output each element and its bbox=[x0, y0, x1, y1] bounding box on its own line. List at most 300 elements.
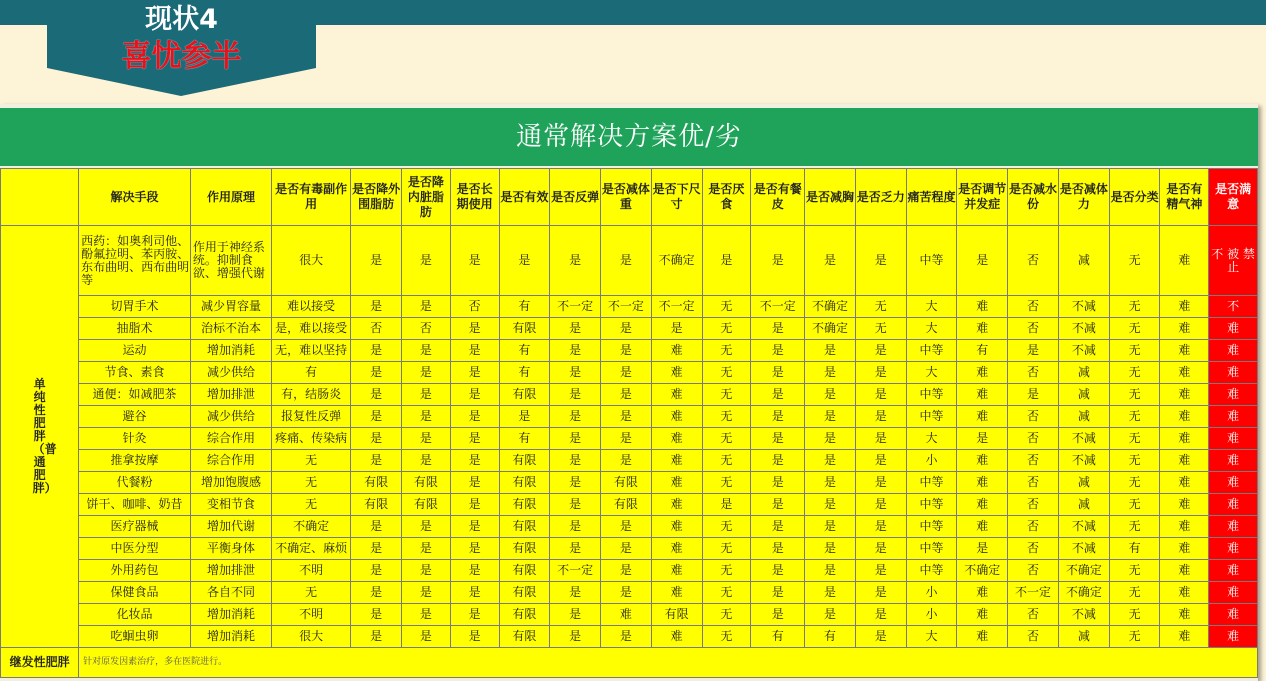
table-cell: 有，结肠炎 bbox=[272, 384, 351, 406]
table-cell: 小 bbox=[906, 450, 957, 472]
table-cell: 是 bbox=[402, 226, 451, 296]
table-cell: 不一定 bbox=[601, 296, 652, 318]
table-cell: 是 bbox=[601, 362, 652, 384]
table-cell: 否 bbox=[1008, 406, 1059, 428]
table-cell: 代餐粉 bbox=[79, 472, 191, 494]
table-cell: 针灸 bbox=[79, 428, 191, 450]
table-cell: 小 bbox=[906, 582, 957, 604]
table-cell: 无 bbox=[1109, 428, 1160, 450]
table-cell: 难 bbox=[651, 340, 702, 362]
table-cell: 不减 bbox=[1058, 538, 1109, 560]
column-header: 是否厌食 bbox=[702, 169, 751, 226]
table-cell: 无 bbox=[1109, 318, 1160, 340]
table-cell: 有 bbox=[957, 340, 1008, 362]
table-cell: 增加消耗 bbox=[190, 340, 271, 362]
table-cell: 是 bbox=[751, 582, 805, 604]
table-cell: 无 bbox=[702, 428, 751, 450]
table-cell: 是 bbox=[601, 226, 652, 296]
table-cell: 是 bbox=[351, 516, 402, 538]
table-cell: 是 bbox=[550, 318, 601, 340]
table-cell: 难 bbox=[957, 604, 1008, 626]
table-cell: 难 bbox=[651, 516, 702, 538]
table-cell: 减 bbox=[1058, 384, 1109, 406]
table-cell: 是 bbox=[550, 516, 601, 538]
table-cell: 有 bbox=[499, 296, 550, 318]
table-cell: 有 bbox=[499, 362, 550, 384]
column-header: 是否分类 bbox=[1109, 169, 1160, 226]
table-cell: 有 bbox=[499, 340, 550, 362]
table-cell: 大 bbox=[906, 362, 957, 384]
table-cell: 是 bbox=[402, 340, 451, 362]
table-cell: 难 bbox=[1209, 516, 1258, 538]
table-cell: 是 bbox=[855, 472, 906, 494]
table-cell: 是 bbox=[805, 582, 856, 604]
table-cell: 是 bbox=[1008, 384, 1059, 406]
column-header: 是否下尺寸 bbox=[651, 169, 702, 226]
table-cell: 是 bbox=[855, 582, 906, 604]
table-cell: 难 bbox=[651, 428, 702, 450]
table-cell: 很大 bbox=[272, 226, 351, 296]
column-header: 是否乏力 bbox=[855, 169, 906, 226]
table-cell: 否 bbox=[351, 318, 402, 340]
table-cell: 难 bbox=[1209, 604, 1258, 626]
table-cell: 增加饱腹感 bbox=[190, 472, 271, 494]
table-cell: 中等 bbox=[906, 226, 957, 296]
column-header: 是否有精气神 bbox=[1160, 169, 1209, 226]
table-row bbox=[1, 384, 1258, 406]
table-cell: 难 bbox=[601, 604, 652, 626]
table-cell: 无 bbox=[272, 582, 351, 604]
table-cell: 是 bbox=[351, 226, 402, 296]
table-cell: 是 bbox=[450, 340, 499, 362]
table-cell: 是 bbox=[351, 582, 402, 604]
table-cell: 作用于神经系统。抑制食欲、增强代谢 bbox=[190, 226, 271, 296]
table-cell: 是 bbox=[702, 226, 751, 296]
table-cell: 是 bbox=[805, 340, 856, 362]
table-cell: 是 bbox=[402, 516, 451, 538]
table-cell: 否 bbox=[450, 296, 499, 318]
table-cell: 难以接受 bbox=[272, 296, 351, 318]
table-cell: 是 bbox=[351, 296, 402, 318]
secondary-obesity-row bbox=[1, 648, 1258, 678]
category-secondary-obesity: 继发性肥胖 bbox=[1, 648, 79, 678]
table-cell: 无 bbox=[1109, 406, 1160, 428]
table-cell: 难 bbox=[1160, 296, 1209, 318]
table-cell: 无 bbox=[1109, 582, 1160, 604]
column-header: 痛苦程度 bbox=[906, 169, 957, 226]
table-cell: 饼干、咖啡、奶昔 bbox=[79, 494, 191, 516]
table-cell: 大 bbox=[906, 296, 957, 318]
table-cell: 是 bbox=[550, 384, 601, 406]
table-cell: 是 bbox=[601, 384, 652, 406]
table-cell: 是 bbox=[402, 538, 451, 560]
table-cell: 报复性反弹 bbox=[272, 406, 351, 428]
column-header: 是否长期使用 bbox=[450, 169, 499, 226]
table-cell: 难 bbox=[1209, 362, 1258, 384]
table-cell: 无 bbox=[1109, 472, 1160, 494]
table-cell: 难 bbox=[1160, 538, 1209, 560]
table-cell: 是 bbox=[550, 604, 601, 626]
table-cell: 无 bbox=[1109, 226, 1160, 296]
table-cell: 外用药包 bbox=[79, 560, 191, 582]
table-cell: 无 bbox=[272, 472, 351, 494]
table-cell: 是 bbox=[351, 340, 402, 362]
table-row bbox=[1, 226, 1258, 296]
table-cell: 有限 bbox=[351, 472, 402, 494]
table-cell: 是 bbox=[855, 494, 906, 516]
table-cell: 化妆品 bbox=[79, 604, 191, 626]
table-cell: 通便：如减肥茶 bbox=[79, 384, 191, 406]
table-cell: 难 bbox=[1160, 560, 1209, 582]
table-cell: 无 bbox=[1109, 494, 1160, 516]
column-header: 是否调节并发症 bbox=[957, 169, 1008, 226]
table-cell: 难 bbox=[1160, 384, 1209, 406]
table-cell: 无 bbox=[1109, 604, 1160, 626]
table-cell: 难 bbox=[651, 406, 702, 428]
table-cell: 无 bbox=[702, 604, 751, 626]
table-cell: 是 bbox=[550, 428, 601, 450]
table-cell: 是 bbox=[751, 516, 805, 538]
table-cell: 不一定 bbox=[550, 560, 601, 582]
table-cell: 是 bbox=[601, 450, 652, 472]
column-header: 是否有毒副作用 bbox=[272, 169, 351, 226]
table-cell: 是 bbox=[855, 560, 906, 582]
table-cell: 有限 bbox=[601, 472, 652, 494]
table-cell: 是 bbox=[351, 560, 402, 582]
table-cell: 各自不同 bbox=[190, 582, 271, 604]
table-cell: 是 bbox=[402, 582, 451, 604]
table-cell: 无 bbox=[1109, 296, 1160, 318]
table-cell: 是 bbox=[601, 340, 652, 362]
table-cell: 是 bbox=[402, 626, 451, 648]
table-cell: 是 bbox=[550, 472, 601, 494]
table-cell: 是 bbox=[805, 604, 856, 626]
table-cell: 无 bbox=[272, 494, 351, 516]
table-cell: 无 bbox=[702, 582, 751, 604]
table-cell: 无 bbox=[702, 516, 751, 538]
table-cell: 是 bbox=[751, 450, 805, 472]
table-cell: 是 bbox=[450, 384, 499, 406]
table-cell: 是 bbox=[550, 538, 601, 560]
table-row bbox=[1, 340, 1258, 362]
table-cell: 有限 bbox=[499, 384, 550, 406]
table-cell: 小 bbox=[906, 604, 957, 626]
table-cell: 否 bbox=[1008, 428, 1059, 450]
table-cell: 运动 bbox=[79, 340, 191, 362]
table-cell: 不确定、麻烦 bbox=[272, 538, 351, 560]
table-cell: 是 bbox=[751, 604, 805, 626]
table-cell: 难 bbox=[957, 318, 1008, 340]
table-cell: 难 bbox=[651, 472, 702, 494]
table-cell: 中等 bbox=[906, 560, 957, 582]
table-cell: 是 bbox=[855, 428, 906, 450]
table-cell: 难 bbox=[1160, 516, 1209, 538]
table-cell: 是 bbox=[450, 516, 499, 538]
table-cell: 综合作用 bbox=[190, 450, 271, 472]
table-cell: 医疗器械 bbox=[79, 516, 191, 538]
table-cell: 难 bbox=[651, 494, 702, 516]
table-cell: 是 bbox=[450, 604, 499, 626]
table-cell: 节食、素食 bbox=[79, 362, 191, 384]
column-header: 是否反弹 bbox=[550, 169, 601, 226]
table-cell: 是 bbox=[751, 318, 805, 340]
table-cell: 是 bbox=[751, 226, 805, 296]
table-cell: 不确定 bbox=[805, 318, 856, 340]
table-cell: 是 bbox=[402, 406, 451, 428]
table-row bbox=[1, 296, 1258, 318]
table-cell: 增加消耗 bbox=[190, 604, 271, 626]
table-cell: 无 bbox=[702, 560, 751, 582]
table-cell: 是 bbox=[805, 494, 856, 516]
table-cell: 无 bbox=[1109, 450, 1160, 472]
table-cell: 是 bbox=[351, 428, 402, 450]
table-cell: 难 bbox=[1160, 318, 1209, 340]
table-cell: 是 bbox=[805, 362, 856, 384]
table-cell: 有限 bbox=[499, 494, 550, 516]
column-header: 是否有餐皮 bbox=[751, 169, 805, 226]
table-cell: 无 bbox=[702, 384, 751, 406]
table-row bbox=[1, 604, 1258, 626]
table-cell: 是 bbox=[450, 560, 499, 582]
table-cell: 难 bbox=[1209, 318, 1258, 340]
table-cell: 是 bbox=[855, 384, 906, 406]
table-cell: 不减 bbox=[1058, 604, 1109, 626]
table-cell: 无 bbox=[702, 450, 751, 472]
table-cell: 难 bbox=[651, 362, 702, 384]
table-cell: 是 bbox=[450, 538, 499, 560]
table-cell: 难 bbox=[1160, 226, 1209, 296]
table-row bbox=[1, 516, 1258, 538]
table-cell: 不明 bbox=[272, 560, 351, 582]
table-cell: 是 bbox=[402, 604, 451, 626]
column-header: 是否降外围脂肪 bbox=[351, 169, 402, 226]
table-cell: 是 bbox=[751, 428, 805, 450]
table-cell: 难 bbox=[957, 406, 1008, 428]
table-cell: 是 bbox=[751, 362, 805, 384]
table-cell: 治标不治本 bbox=[190, 318, 271, 340]
table-cell: 是 bbox=[855, 226, 906, 296]
table-cell: 无 bbox=[1109, 626, 1160, 648]
table-cell: 难 bbox=[957, 384, 1008, 406]
table-cell: 是 bbox=[751, 560, 805, 582]
table-cell: 否 bbox=[1008, 472, 1059, 494]
table-cell: 吃蛔虫卵 bbox=[79, 626, 191, 648]
table-row bbox=[1, 362, 1258, 384]
table-cell: 难 bbox=[1209, 494, 1258, 516]
table-cell: 无 bbox=[702, 406, 751, 428]
column-header: 作用原理 bbox=[190, 169, 271, 226]
table-cell: 难 bbox=[1209, 428, 1258, 450]
table-cell: 平衡身体 bbox=[190, 538, 271, 560]
table-cell: 减 bbox=[1058, 226, 1109, 296]
table-cell: 很大 bbox=[272, 626, 351, 648]
table-cell: 不 bbox=[1209, 296, 1258, 318]
table-cell: 有限 bbox=[499, 450, 550, 472]
table-cell: 是 bbox=[402, 450, 451, 472]
table-cell: 难 bbox=[957, 626, 1008, 648]
table-cell: 不减 bbox=[1058, 340, 1109, 362]
table-cell: 是 bbox=[805, 472, 856, 494]
table-cell: 中等 bbox=[906, 406, 957, 428]
table-cell: 难 bbox=[1160, 472, 1209, 494]
table-cell: 难 bbox=[1160, 626, 1209, 648]
table-cell: 无 bbox=[702, 318, 751, 340]
table-cell: 是 bbox=[450, 450, 499, 472]
table-cell: 难 bbox=[957, 494, 1008, 516]
table-cell: 是 bbox=[855, 340, 906, 362]
table-cell: 不确定 bbox=[1058, 582, 1109, 604]
table-cell: 难 bbox=[1209, 450, 1258, 472]
table-cell: 增加代谢 bbox=[190, 516, 271, 538]
table-cell: 有限 bbox=[499, 604, 550, 626]
table-cell: 否 bbox=[402, 318, 451, 340]
table-cell: 难 bbox=[1160, 450, 1209, 472]
table-cell: 否 bbox=[1008, 494, 1059, 516]
table-cell: 是 bbox=[550, 626, 601, 648]
table-cell: 是 bbox=[351, 406, 402, 428]
table-cell: 无 bbox=[1109, 384, 1160, 406]
table-row bbox=[1, 428, 1258, 450]
table-cell: 有 bbox=[805, 626, 856, 648]
table-cell: 减 bbox=[1058, 472, 1109, 494]
table-row bbox=[1, 406, 1258, 428]
table-cell: 是 bbox=[351, 450, 402, 472]
table-cell: 不一定 bbox=[1008, 582, 1059, 604]
table-cell: 无 bbox=[1109, 516, 1160, 538]
table-cell: 不确定 bbox=[651, 226, 702, 296]
table-cell: 中等 bbox=[906, 472, 957, 494]
table-cell: 是 bbox=[855, 626, 906, 648]
table-cell: 是 bbox=[402, 384, 451, 406]
column-header: 是否减体重 bbox=[601, 169, 652, 226]
table-cell: 是 bbox=[351, 626, 402, 648]
table-cell: 是 bbox=[751, 494, 805, 516]
column-header: 解决手段 bbox=[79, 169, 191, 226]
table-cell: 是 bbox=[702, 494, 751, 516]
table-cell: 是 bbox=[805, 226, 856, 296]
badge-subtitle: 喜忧参半 bbox=[121, 39, 242, 74]
table-cell: 是 bbox=[805, 450, 856, 472]
column-header: 是否减体力 bbox=[1058, 169, 1109, 226]
table-cell: 不减 bbox=[1058, 296, 1109, 318]
table-cell: 不减 bbox=[1058, 450, 1109, 472]
table-cell: 难 bbox=[957, 472, 1008, 494]
table-cell: 有 bbox=[1109, 538, 1160, 560]
table-cell: 大 bbox=[906, 626, 957, 648]
table-cell: 中等 bbox=[906, 516, 957, 538]
table-cell: 不确定 bbox=[805, 296, 856, 318]
table-cell: 减少胃容量 bbox=[190, 296, 271, 318]
table-cell: 不明 bbox=[272, 604, 351, 626]
table-cell: 是 bbox=[402, 296, 451, 318]
table-cell: 否 bbox=[1008, 538, 1059, 560]
table-cell: 有限 bbox=[499, 582, 550, 604]
badge-title: 现状4 bbox=[145, 4, 218, 35]
table-cell: 是 bbox=[651, 318, 702, 340]
table-cell: 有 bbox=[272, 362, 351, 384]
table-cell: 是 bbox=[450, 494, 499, 516]
table-cell: 有限 bbox=[499, 516, 550, 538]
table-cell: 无，难以坚持 bbox=[272, 340, 351, 362]
table-cell: 难 bbox=[651, 582, 702, 604]
table-cell: 推拿按摩 bbox=[79, 450, 191, 472]
table-cell: 无 bbox=[702, 296, 751, 318]
table-cell: 保健食品 bbox=[79, 582, 191, 604]
table-cell: 无 bbox=[1109, 340, 1160, 362]
table-cell: 是 bbox=[751, 538, 805, 560]
table-cell: 难 bbox=[1209, 384, 1258, 406]
table-cell: 是 bbox=[751, 472, 805, 494]
table-cell: 无 bbox=[272, 450, 351, 472]
table-cell: 难 bbox=[957, 450, 1008, 472]
table-cell: 有限 bbox=[499, 538, 550, 560]
table-cell: 是 bbox=[805, 538, 856, 560]
table-cell: 是 bbox=[601, 560, 652, 582]
table-cell: 是 bbox=[805, 406, 856, 428]
table-cell: 减 bbox=[1058, 494, 1109, 516]
table-cell: 是 bbox=[855, 450, 906, 472]
table-cell: 是 bbox=[751, 406, 805, 428]
table-cell: 难 bbox=[651, 626, 702, 648]
table-cell: 有限 bbox=[351, 494, 402, 516]
table-cell: 否 bbox=[1008, 604, 1059, 626]
table-cell: 难 bbox=[1209, 406, 1258, 428]
table-cell: 难 bbox=[651, 450, 702, 472]
table-cell: 是 bbox=[855, 362, 906, 384]
corner-cell bbox=[1, 169, 79, 226]
table-cell: 有 bbox=[499, 428, 550, 450]
table-cell: 增加消耗 bbox=[190, 626, 271, 648]
table-cell: 是 bbox=[550, 226, 601, 296]
table-cell: 是 bbox=[805, 560, 856, 582]
table-cell: 是 bbox=[805, 516, 856, 538]
table-cell: 是 bbox=[805, 384, 856, 406]
table-cell: 有 bbox=[751, 626, 805, 648]
table-cell: 是 bbox=[550, 340, 601, 362]
table-cell: 不确定 bbox=[957, 560, 1008, 582]
table-cell: 无 bbox=[702, 340, 751, 362]
table-cell: 是 bbox=[450, 582, 499, 604]
table-cell: 是 bbox=[957, 428, 1008, 450]
table-cell: 是 bbox=[550, 362, 601, 384]
table-cell: 是 bbox=[351, 538, 402, 560]
table-cell: 难 bbox=[651, 560, 702, 582]
table-cell: 是 bbox=[751, 384, 805, 406]
table-cell: 否 bbox=[1008, 318, 1059, 340]
category-simple-obesity bbox=[1, 226, 79, 648]
table-cell: 难 bbox=[957, 516, 1008, 538]
table-cell: 不减 bbox=[1058, 516, 1109, 538]
table-row bbox=[1, 626, 1258, 648]
table-cell: 否 bbox=[1008, 450, 1059, 472]
table-cell: 难 bbox=[1160, 406, 1209, 428]
table-cell: 有限 bbox=[499, 472, 550, 494]
column-header: 是否有效 bbox=[499, 169, 550, 226]
table-cell: 中等 bbox=[906, 538, 957, 560]
table-cell: 难 bbox=[1209, 560, 1258, 582]
table-cell: 是 bbox=[351, 362, 402, 384]
table-cell: 无 bbox=[1109, 560, 1160, 582]
table-cell: 无 bbox=[702, 362, 751, 384]
table-cell: 是 bbox=[957, 538, 1008, 560]
table-cell: 是 bbox=[601, 516, 652, 538]
table-cell: 难 bbox=[1209, 582, 1258, 604]
table-cell: 是 bbox=[957, 226, 1008, 296]
table-row bbox=[1, 450, 1258, 472]
table-cell: 是 bbox=[601, 538, 652, 560]
column-header: 是否减胸 bbox=[805, 169, 856, 226]
table-cell: 是 bbox=[550, 450, 601, 472]
